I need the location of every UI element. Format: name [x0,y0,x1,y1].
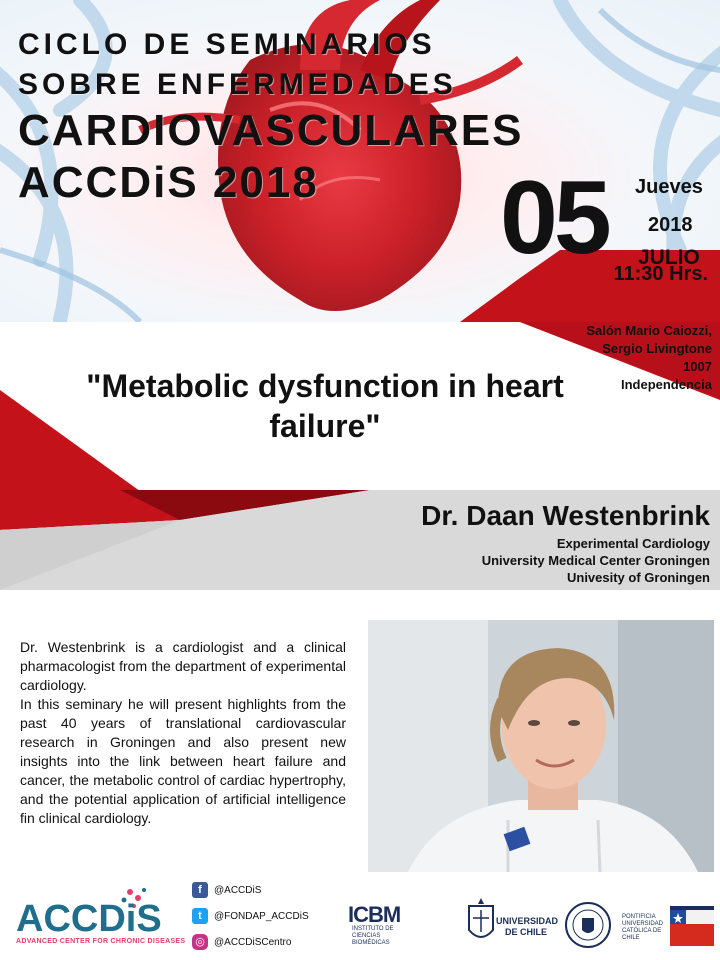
bio-paragraph: In this seminary he will present highlights from the past 40 years of translational cardiovascular research in Groningen and also present new insights into the link between heart failure and cancer, the metabolic control of cardiac hypertrophy, and the potential application of artificial intelligence fin clinical cardiology. [20,696,346,826]
talk-title: "Metabolic dysfunction in heart failure" [86,368,564,444]
facebook-icon: f [192,882,208,898]
venue-line: Sergio Livingtone [602,341,712,356]
instagram-handle[interactable] [192,934,291,950]
twitter-text: @FONDAP_ACCDiS [214,910,309,922]
speaker-affiliation: University Medical Center Groningen [481,553,710,568]
icbm-subtitle: INSTITUTO DE CIENCIAS BIOMÉDICAS [352,926,394,946]
facebook-text: @ACCDiS [214,884,262,896]
title-line-3: CARDIOVASCULARES [18,106,524,155]
speaker-photo [368,620,714,872]
speaker-bio [20,638,346,828]
gobierno-de-chile-icon [670,906,714,946]
accdis-logo-subtitle: ADVANCED CENTER FOR CHRONIC DISEASES [16,938,186,945]
uchile-logo-text: UNIVERSIDAD DE CHILE [496,916,559,937]
accdis-logo-text: ACCDiS [16,898,162,940]
uchile-crest-icon [466,896,496,948]
title-line-2: SOBRE ENFERMEDADES [18,68,457,101]
speaker-affiliation: Univesity of Groningen [566,570,710,585]
instagram-icon: ◎ [192,934,208,950]
venue-line: Independencia [620,377,712,392]
date-weekday: Jueves [635,176,703,198]
puc-seal-icon [558,900,618,950]
date-month: JULIO [638,246,700,269]
facebook-handle[interactable] [192,882,261,898]
speaker-name: Dr. Daan Westenbrink [421,500,710,531]
title-line-4: ACCDiS 2018 [18,158,319,207]
bio-paragraph: Dr. Westenbrink is a cardiologist and a clinical pharmacologist from the department of experimental cardiology. [20,639,346,693]
venue-line: Salón Mario Caiozzi, [586,323,712,338]
venue-line: 1007 [683,359,712,374]
event-time: 11:30 Hrs. [613,263,708,285]
instagram-text: @ACCDiSCentro [214,936,292,948]
date-day: 05 [500,160,608,276]
title-line-1: CICLO DE SEMINARIOS [18,28,436,61]
twitter-icon: t [192,908,208,924]
speaker-portrait-image [368,620,714,872]
puc-logo-text: PONTIFICIA UNIVERSIDAD CATÓLICA DE CHILE [622,914,664,941]
date-year: 2018 [648,214,693,236]
twitter-handle[interactable] [192,908,309,924]
icbm-logo: ICBM [348,902,401,927]
speaker-affiliation: Experimental Cardiology [556,536,710,551]
